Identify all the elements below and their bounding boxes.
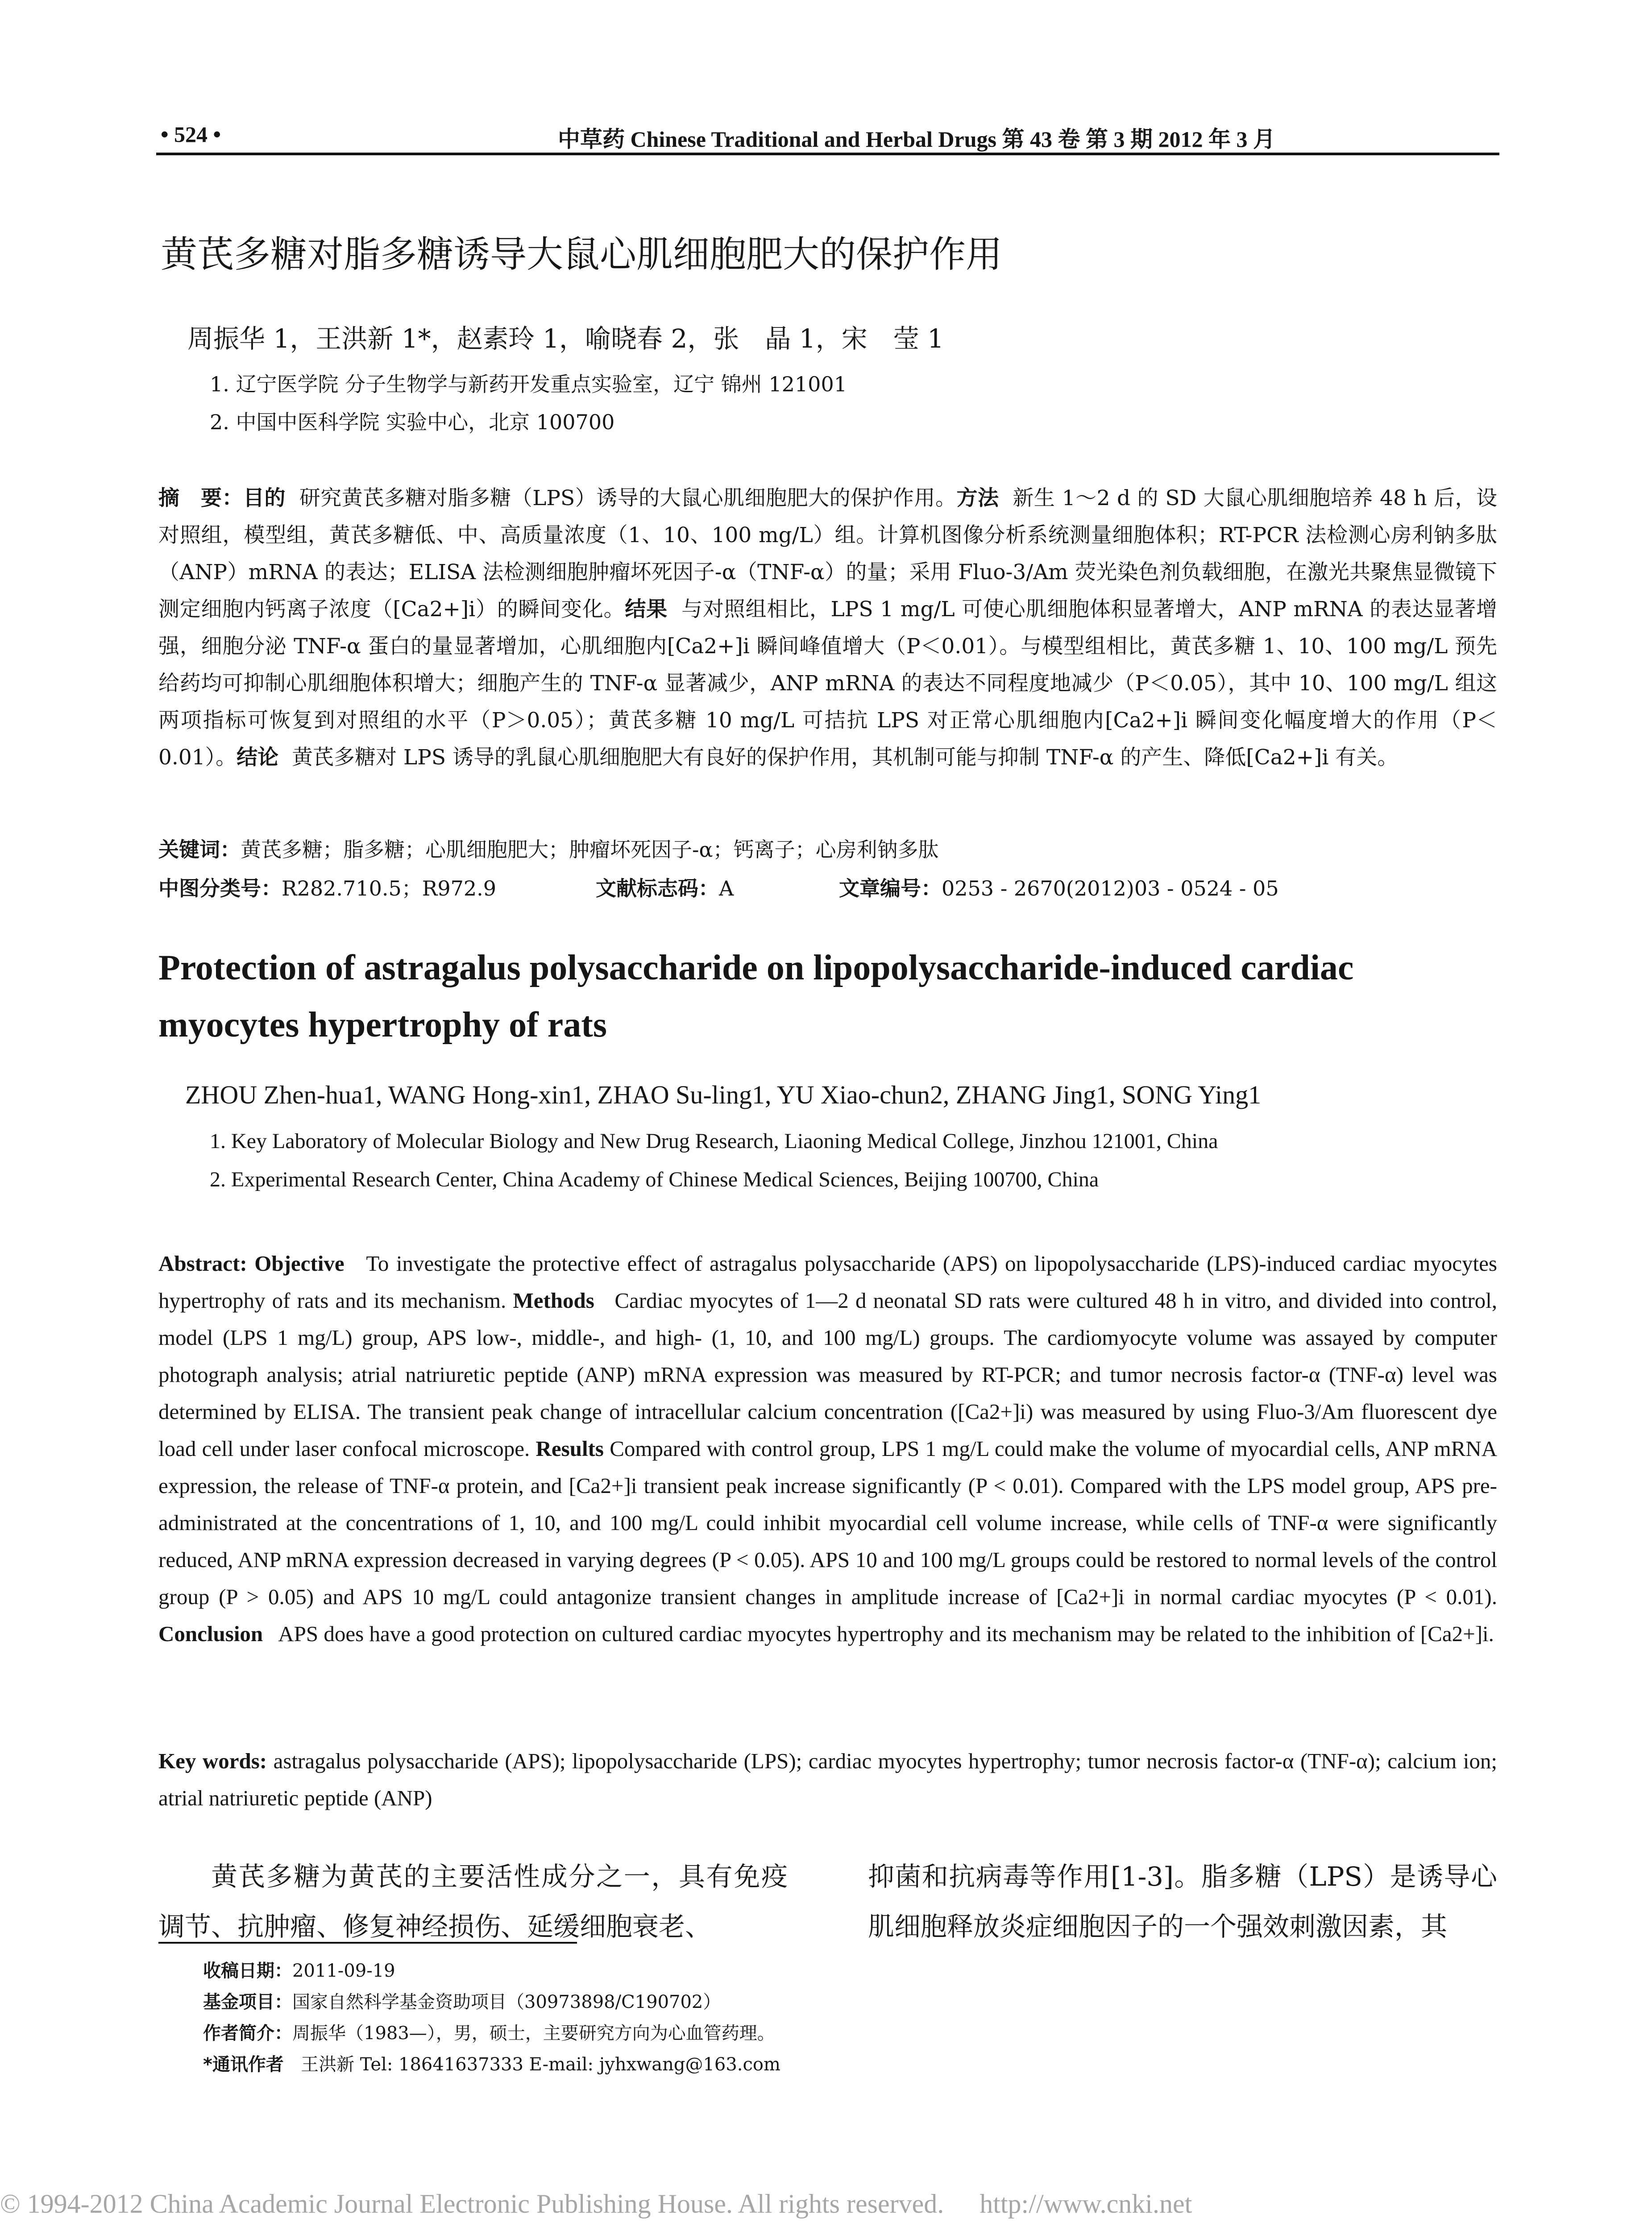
journal-info: 中草药 Chinese Traditional and Herbal Drugs 第 43 卷 第 3 期 2012 年 3 月 — [558, 127, 1275, 152]
english-abstract — [158, 1245, 1497, 1652]
bio-label: 作者简介： — [203, 2023, 292, 2044]
chinese-authors: 周振华 1，王洪新 1*，赵素玲 1，喻晓春 2，张 晶 1，宋 莹 1 — [187, 323, 944, 354]
received-date: 2011-09-19 — [292, 1961, 395, 1981]
body-left-column: 黄芪多糖为黄芪的主要活性成分之一，具有免疫调节、抗肿瘤、修复神经损伤、延缓细胞衰老、 — [158, 1861, 788, 1942]
footnote-received — [203, 1957, 395, 1982]
header-rule — [156, 153, 1499, 155]
methods-text-en: Cardiac myocytes of 1—2 d neonatal SD rats were cultured 48 h in vitro, and divided into control, model (LPS 1 mg/L) group, APS low-, middle-, and high- (1, 10, and 100 mg/L) groups. The cardiomyocyte volume was assayed by computer photograph analysis; atrial natriuretic peptide (ANP) mRNA expression was measured by RT-PCR; and tumor necrosis factor-α (TNF-α) level was determined by ELISA. The transient peak change of intracellular calcium concentration ([Ca2+]i) was measured by using Fluo-3/Am fluorescent dye load cell under laser confocal microscope. — [158, 1288, 1498, 1461]
keywords-label-en: Key words: — [158, 1749, 267, 1773]
corresponding-text: 王洪新 Tel: 18641637333 E-mail: jyhxwang@163.com — [301, 2054, 780, 2075]
fund-label: 基金项目： — [203, 1992, 292, 2012]
results-text: 与对照组相比，LPS 1 mg/L 可使心肌细胞体积显著增大，ANP mRNA 的表达显著增强，细胞分泌 TNF-α 蛋白的量显著增加，心肌细胞内[Ca2+]i 瞬间峰值增大（P＜0.01）。与模型组相比，黄芪多糖 1、10、100 mg/L 预先给药均可抑制心肌细胞体积增大；细胞产生的 TNF-α 显著减少，ANP mRNA 的表达不同程度地减少（P＜0.05），其中 10、100 mg/L 组这两项指标可恢复到对照组的水平（P＞0.05）；黄芪多糖 10 mg/L 可拮抗 LPS 对正常心肌细胞内[Ca2+]i 瞬间变化幅度增大的作用（P＜0.01）。 — [158, 597, 1497, 770]
methods-label-en: Methods — [513, 1288, 594, 1313]
chinese-abstract — [158, 480, 1497, 776]
english-title: Protection of astragalus polysaccharide on lipopolysaccharide-induced cardiac myocytes hypertrophy of rats — [158, 948, 1354, 1045]
doc-code-label: 文献标志码： — [596, 876, 719, 900]
clc-value: R282.710.5；R972.9 — [282, 876, 497, 900]
chinese-affiliation-2: 2. 中国中医科学院 实验中心，北京 100700 — [210, 410, 615, 434]
keywords-text: 黄芪多糖；脂多糖；心肌细胞肥大；肿瘤坏死因子-α；钙离子；心房利钠多肽 — [241, 838, 939, 862]
results-label: 结果 — [625, 597, 668, 622]
cnki-url: http://www.cnki.net — [980, 2189, 1192, 2219]
copyright-watermark — [0, 2189, 1192, 2219]
objective-text-en: To investigate the protective effect of astragalus polysaccharide (APS) on lipopolysaccharide (LPS)-induced cardiac myocytes hypertrophy of rats and its mechanism. — [158, 1251, 1497, 1313]
objective-label: 目的 — [243, 486, 286, 510]
doc-code-value: A — [719, 876, 734, 900]
methods-text: 新生 1～2 d 的 SD 大鼠心肌细胞培养 48 h 后，设对照组，模型组，黄芪多糖低、中、高质量浓度（1、10、100 mg/L）组。计算机图像分析系统测量细胞体积；RT-PCR 法检测心房利钠多肽（ANP）mRNA 的表达；ELISA 法检测细胞肿瘤坏死因子-α（TNF-α）的量；采用 Fluo-3/Am 荧光染色剂负载细胞，在激光共聚焦显微镜下测定细胞内钙离子浓度（[Ca2+]i）的瞬间变化。 — [158, 486, 1497, 622]
english-affiliation-1: 1. Key Laboratory of Molecular Biology and New Drug Research, Liaoning Medical College, Jinzhou 121001, China — [210, 1129, 1218, 1153]
clc-label: 中图分类号： — [158, 876, 282, 900]
conclusion-text: 黄芪多糖对 LPS 诱导的乳鼠心肌细胞肥大有良好的保护作用，其机制可能与抑制 TNF-α 的产生、降低[Ca2+]i 有关。 — [292, 745, 1399, 770]
body-right-column: 抑菌和抗病毒等作用[1-3]。脂多糖（LPS）是诱导心肌细胞释放炎症细胞因子的一个强效刺激因素，其 — [868, 1861, 1497, 1942]
chinese-keywords — [158, 834, 939, 863]
english-affiliation-2: 2. Experimental Research Center, China Academy of Chinese Medical Sciences, Beijing 100700, China — [210, 1168, 1099, 1191]
results-text-en: Compared with control group, LPS 1 mg/L could make the volume of myocardial cells, ANP mRNA expression, the release of TNF-α protein, and [Ca2+]i transient peak increase significantly (P < 0.01). Compared with the LPS model group, APS pre-administrated at the concentrations of 1, 10, and 100 mg/L could inhibit myocardial cell volume increase, while cells of TNF-α were significantly reduced, ANP mRNA expression decreased in varying degrees (P < 0.05). APS 10 and 100 mg/L groups could be restored to normal levels of the control group (P > 0.05) and APS 10 mg/L could antagonize transient changes in amplitude increase of [Ca2+]i in normal cardiac myocytes (P < 0.01). — [158, 1436, 1498, 1609]
conclusion-label-en: Conclusion — [158, 1621, 263, 1646]
footnote-rule — [158, 1942, 577, 1944]
article-no-value: 0253 - 2670(2012)03 - 0524 - 05 — [942, 876, 1279, 900]
page-number: • 524 • — [161, 122, 221, 147]
copyright-text: © 1994-2012 China Academic Journal Electronic Publishing House. All rights reserved. — [0, 2189, 944, 2219]
objective-text: 研究黄芪多糖对脂多糖（LPS）诱导的大鼠心肌细胞肥大的保护作用。 — [299, 486, 957, 510]
chinese-title: 黄芪多糖对脂多糖诱导大鼠心肌细胞肥大的保护作用 — [161, 233, 1003, 276]
conclusion-text-en: APS does have a good protection on cultured cardiac myocytes hypertrophy and its mechanism may be related to the inhibition of [Ca2+]i. — [278, 1621, 1494, 1646]
keywords-text-en: astragalus polysaccharide (APS); lipopolysaccharide (LPS); cardiac myocytes hypertrophy; tumor necrosis factor-α (TNF-α); calcium ion; atrial natriuretic peptide (ANP) — [158, 1749, 1497, 1810]
footnote-fund — [203, 1988, 721, 2013]
abstract-label-en: Abstract: — [158, 1251, 247, 1276]
results-label-en: Results — [535, 1436, 604, 1461]
received-label: 收稿日期： — [203, 1961, 292, 1981]
article-no-label: 文章编号： — [839, 876, 942, 900]
abstract-label: 摘 要： — [158, 486, 243, 510]
conclusion-label: 结论 — [237, 745, 279, 770]
classification-row — [158, 872, 1497, 899]
keywords-label: 关键词： — [158, 838, 241, 862]
methods-label: 方法 — [956, 486, 999, 510]
english-authors: ZHOU Zhen-hua1, WANG Hong-xin1, ZHAO Su-ling1, YU Xiao-chun2, ZHANG Jing1, SONG Ying1 — [185, 1080, 1262, 1109]
corresponding-label: *通讯作者 — [203, 2054, 284, 2075]
bio-text: 周振华（1983—），男，硕士，主要研究方向为心血管药理。 — [292, 2023, 775, 2044]
english-keywords — [158, 1742, 1497, 1816]
footnote-corresponding — [203, 2050, 780, 2076]
chinese-affiliation-1: 1. 辽宁医学院 分子生物学与新药开发重点实验室，辽宁 锦州 121001 — [210, 372, 847, 396]
running-header — [161, 120, 1504, 155]
objective-label-en: Objective — [254, 1251, 345, 1276]
footnote-bio — [203, 2019, 775, 2044]
fund-text: 国家自然科学基金资助项目（30973898/C190702） — [292, 1992, 721, 2012]
